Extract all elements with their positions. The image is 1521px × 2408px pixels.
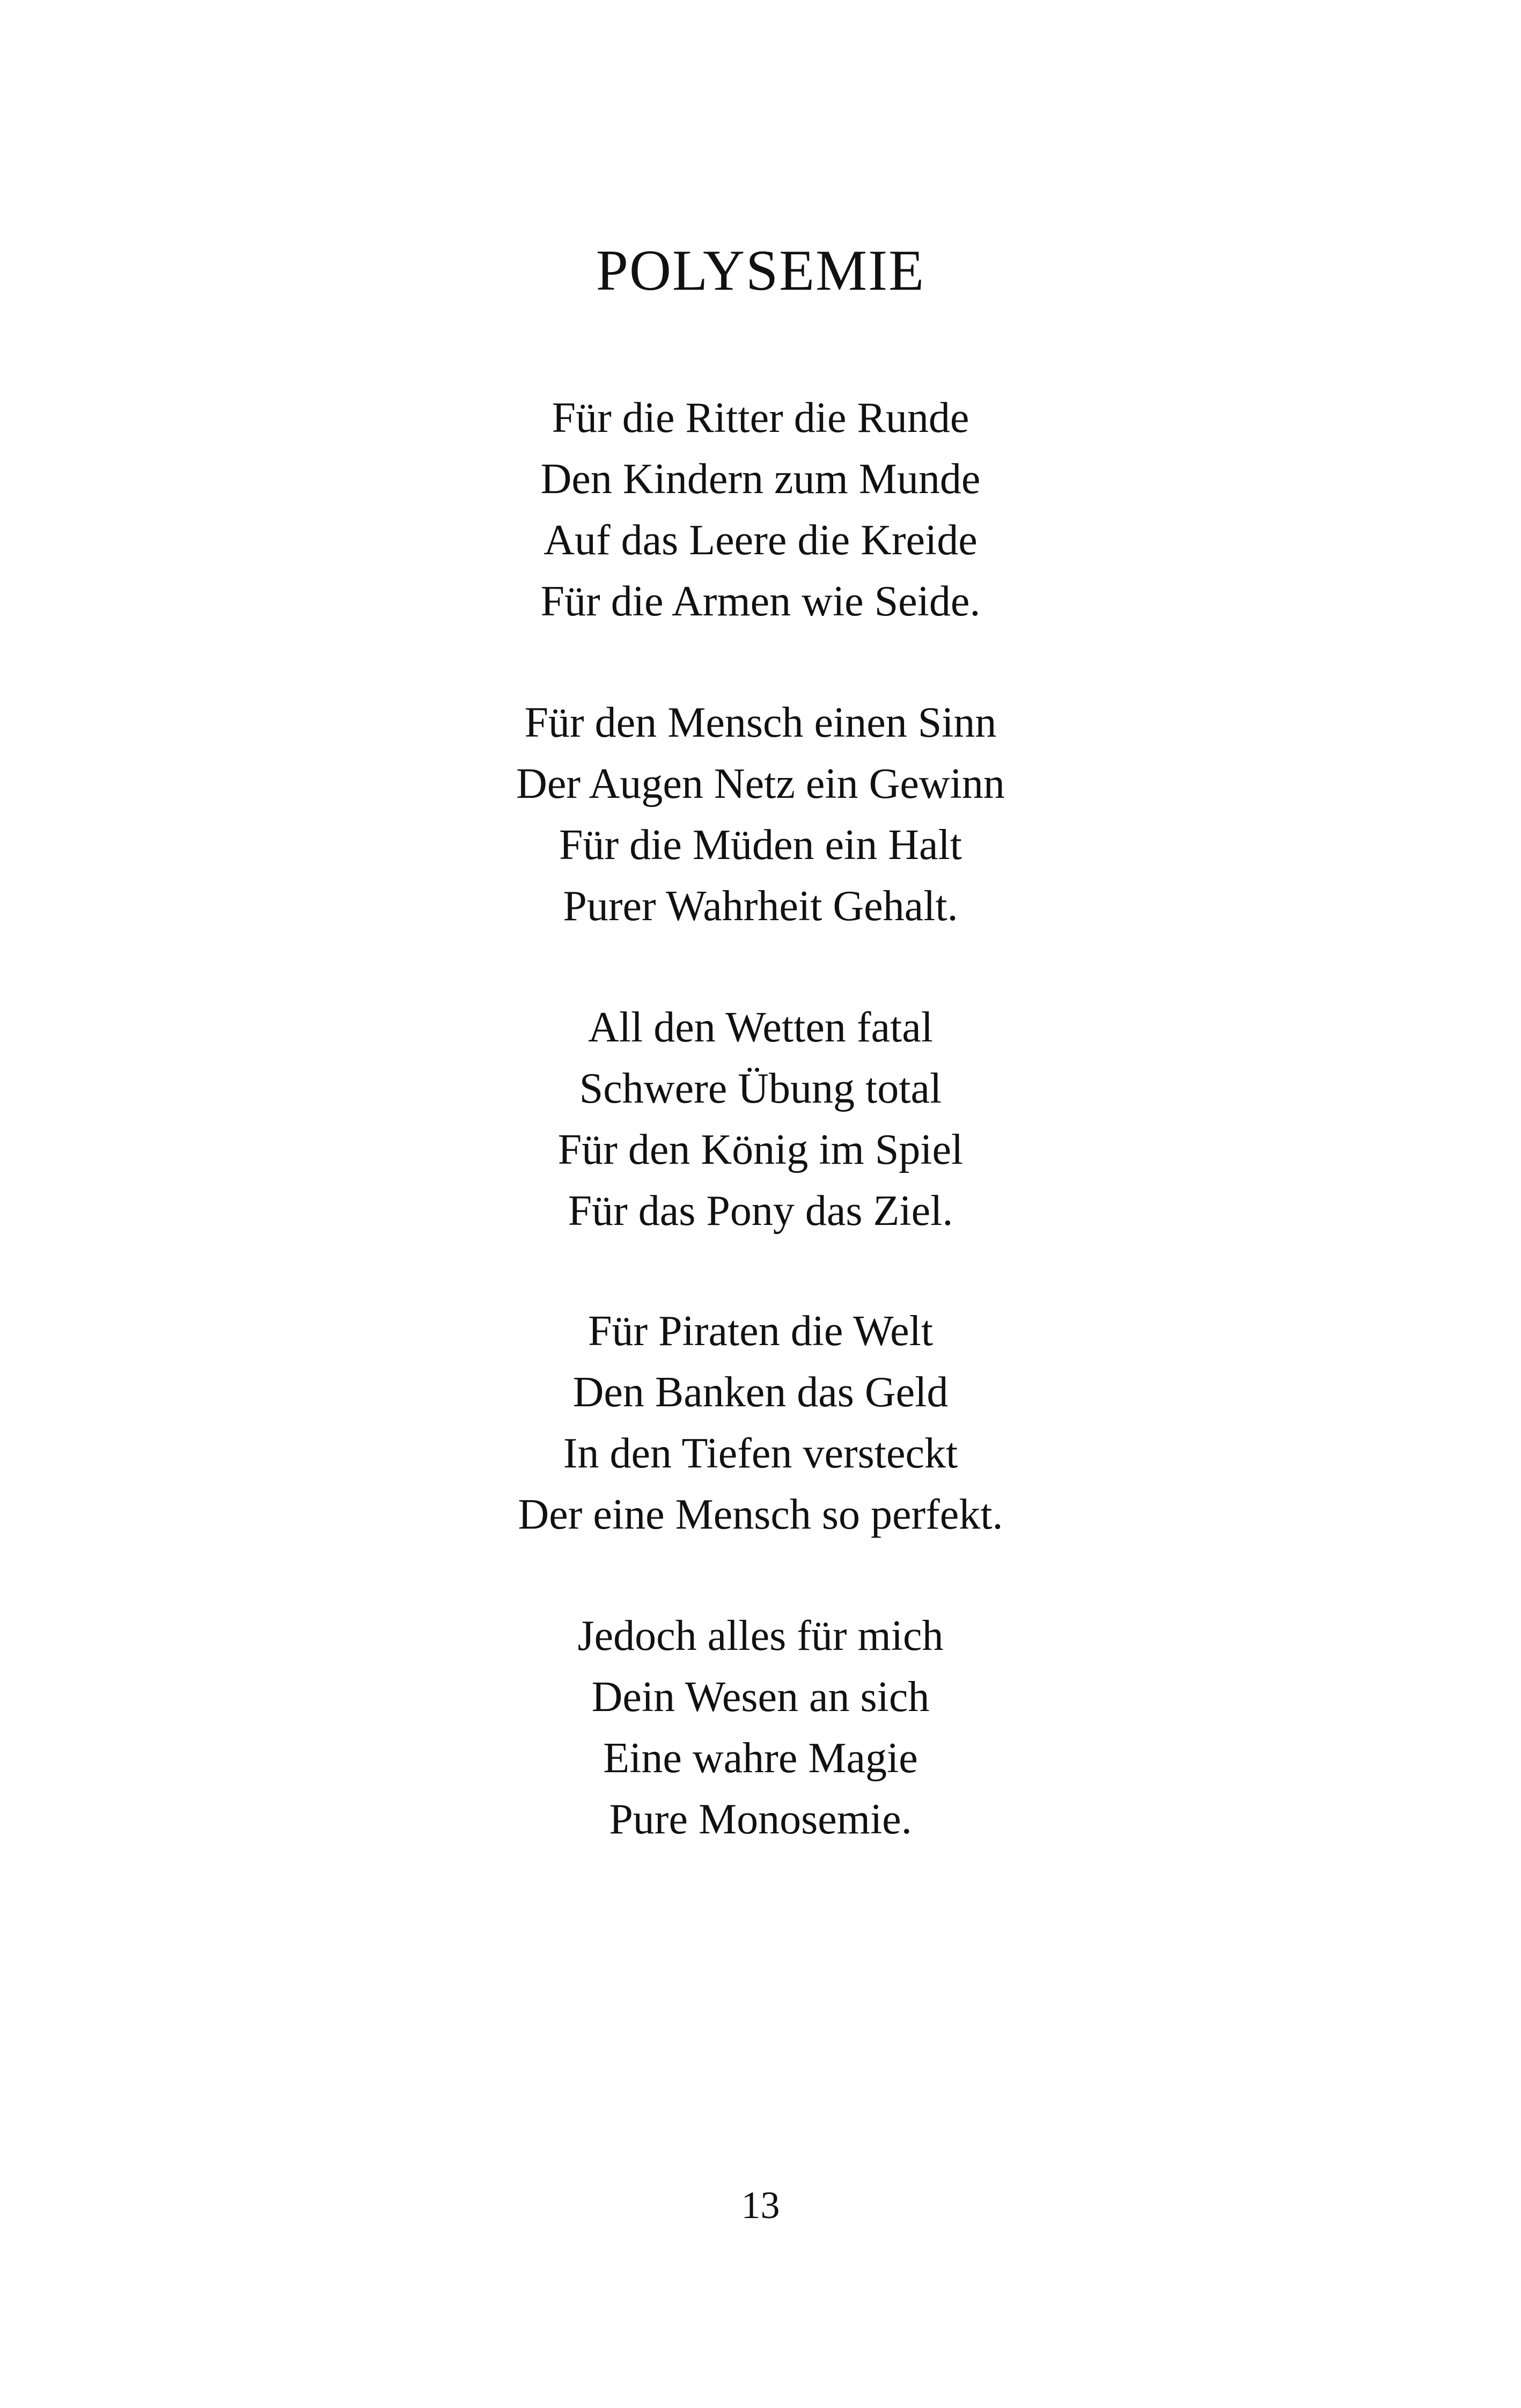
poem-line: Den Banken das Geld (572, 1369, 949, 1416)
poem-line: Eine wahre Magie (603, 1735, 918, 1782)
stanza-3 (0, 997, 1521, 1242)
poem-line: Für die Müden ein Halt (559, 821, 962, 869)
stanza-2 (0, 692, 1521, 937)
poem-line: Für die Armen wie Seide. (540, 578, 981, 625)
poem-line: Jedoch alles für mich (577, 1612, 944, 1660)
poem-title: POLYSEMIE (596, 239, 925, 303)
stanza-5 (0, 1605, 1521, 1850)
stanza-4 (0, 1301, 1521, 1545)
poem-line: Pure Monosemie. (609, 1796, 912, 1843)
poem-line: Dein Wesen an sich (591, 1673, 930, 1721)
poem-line: Für den Mensch einen Sinn (524, 699, 997, 746)
page-number: 13 (741, 2184, 780, 2227)
poem-line: Für die Ritter die Runde (552, 394, 969, 442)
poem-line: All den Wetten fatal (588, 1004, 933, 1051)
poem-line: Der eine Mensch so perfekt. (518, 1491, 1003, 1538)
poem-line: Für den König im Spiel (557, 1126, 964, 1173)
poem-line: Den Kindern zum Munde (540, 456, 981, 503)
poem-line: In den Tiefen versteckt (563, 1430, 958, 1477)
poem-line: Auf das Leere die Kreide (543, 517, 978, 564)
poem-line: Schwere Übung total (579, 1065, 942, 1112)
poem-line: Für das Pony das Ziel. (568, 1187, 953, 1235)
poem-line: Der Augen Netz ein Gewinn (516, 760, 1005, 807)
stanza-1 (0, 387, 1521, 632)
poem-line: Für Piraten die Welt (587, 1308, 934, 1355)
poem-line: Purer Wahrheit Gehalt. (563, 883, 958, 930)
